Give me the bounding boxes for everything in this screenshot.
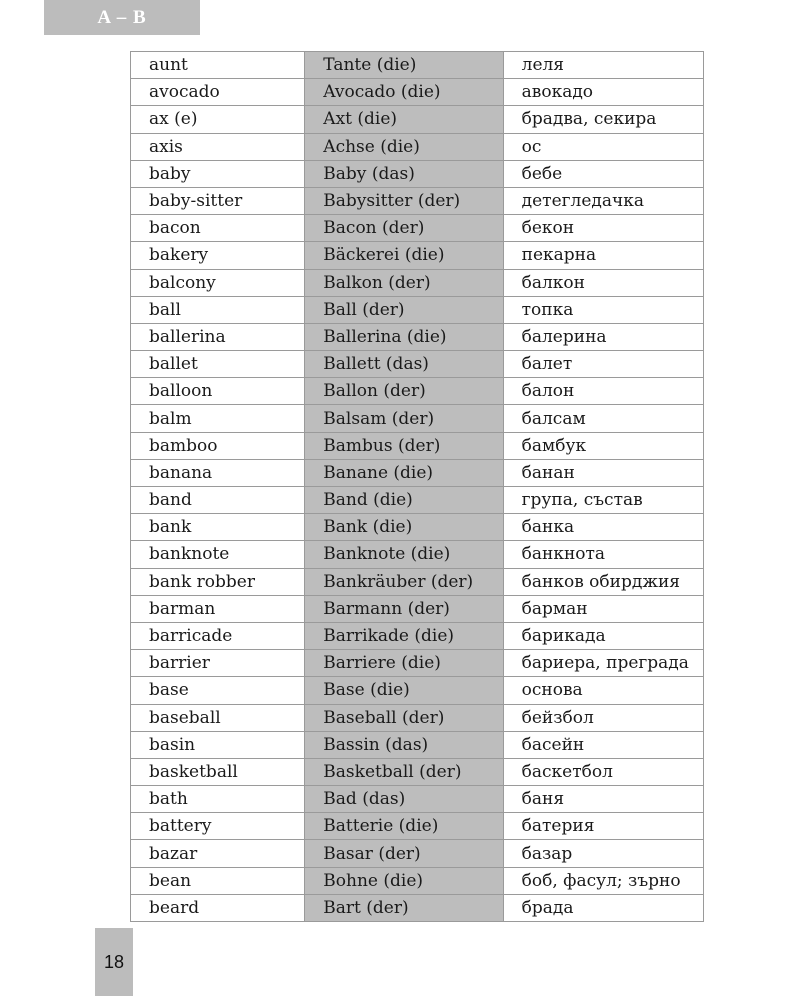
english-word: avocado <box>131 79 305 106</box>
bulgarian-word: базар <box>503 840 703 867</box>
vocabulary-row <box>131 786 704 813</box>
vocabulary-table <box>130 51 704 922</box>
bulgarian-word: балет <box>503 351 703 378</box>
vocabulary-row <box>131 432 704 459</box>
vocabulary-row <box>131 514 704 541</box>
german-word: Batterie (die) <box>305 813 503 840</box>
german-word: Basar (der) <box>305 840 503 867</box>
bulgarian-word: авокадо <box>503 79 703 106</box>
german-word: Bank (die) <box>305 514 503 541</box>
german-word: Bäckerei (die) <box>305 242 503 269</box>
bulgarian-word: барикада <box>503 622 703 649</box>
german-word: Basketball (der) <box>305 758 503 785</box>
bulgarian-word: балкон <box>503 269 703 296</box>
german-word: Babysitter (der) <box>305 187 503 214</box>
bulgarian-word: бамбук <box>503 432 703 459</box>
vocabulary-row <box>131 731 704 758</box>
english-word: ax (e) <box>131 106 305 133</box>
vocabulary-row <box>131 622 704 649</box>
bulgarian-word: група, състав <box>503 487 703 514</box>
bulgarian-word: банан <box>503 459 703 486</box>
bulgarian-word: басейн <box>503 731 703 758</box>
vocabulary-row <box>131 242 704 269</box>
english-word: bank robber <box>131 568 305 595</box>
english-word: bath <box>131 786 305 813</box>
bulgarian-word: бекон <box>503 215 703 242</box>
english-word: bamboo <box>131 432 305 459</box>
english-word: basin <box>131 731 305 758</box>
german-word: Achse (die) <box>305 133 503 160</box>
german-word: Banknote (die) <box>305 541 503 568</box>
page-number: 18 <box>103 951 125 972</box>
german-word: Base (die) <box>305 677 503 704</box>
bulgarian-word: бариера, преграда <box>503 650 703 677</box>
german-word: Barmann (der) <box>305 595 503 622</box>
german-word: Bacon (der) <box>305 215 503 242</box>
german-word: Balsam (der) <box>305 405 503 432</box>
vocabulary-row <box>131 541 704 568</box>
bulgarian-word: батерия <box>503 813 703 840</box>
german-word: Balkon (der) <box>305 269 503 296</box>
bulgarian-word: барман <box>503 595 703 622</box>
german-word: Ballett (das) <box>305 351 503 378</box>
english-word: bacon <box>131 215 305 242</box>
german-word: Tante (die) <box>305 52 503 79</box>
bulgarian-word: брада <box>503 894 703 921</box>
english-word: band <box>131 487 305 514</box>
bulgarian-word: детегледачка <box>503 187 703 214</box>
bulgarian-word: балсам <box>503 405 703 432</box>
vocabulary-row <box>131 52 704 79</box>
german-word: Bankräuber (der) <box>305 568 503 595</box>
vocabulary-row <box>131 459 704 486</box>
english-word: beard <box>131 894 305 921</box>
english-word: axis <box>131 133 305 160</box>
bulgarian-word: ос <box>503 133 703 160</box>
german-word: Banane (die) <box>305 459 503 486</box>
german-word: Bambus (der) <box>305 432 503 459</box>
page-number-tab <box>95 928 133 996</box>
bulgarian-word: баскетбол <box>503 758 703 785</box>
vocabulary-row <box>131 595 704 622</box>
german-word: Ball (der) <box>305 296 503 323</box>
german-word: Bart (der) <box>305 894 503 921</box>
english-word: basketball <box>131 758 305 785</box>
vocabulary-row <box>131 160 704 187</box>
bulgarian-word: боб, фасул; зърно <box>503 867 703 894</box>
german-word: Bassin (das) <box>305 731 503 758</box>
vocabulary-row <box>131 133 704 160</box>
bulgarian-word: брадва, секира <box>503 106 703 133</box>
english-word: balcony <box>131 269 305 296</box>
bulgarian-word: леля <box>503 52 703 79</box>
bulgarian-word: пекарна <box>503 242 703 269</box>
bulgarian-word: основа <box>503 677 703 704</box>
vocabulary-row <box>131 269 704 296</box>
section-tab <box>44 0 200 35</box>
english-word: balm <box>131 405 305 432</box>
english-word: bean <box>131 867 305 894</box>
vocabulary-row <box>131 106 704 133</box>
vocabulary-row <box>131 867 704 894</box>
english-word: bakery <box>131 242 305 269</box>
bulgarian-word: банка <box>503 514 703 541</box>
english-word: ballerina <box>131 323 305 350</box>
english-word: base <box>131 677 305 704</box>
vocabulary-row <box>131 79 704 106</box>
english-word: baby-sitter <box>131 187 305 214</box>
bulgarian-word: банков обирджия <box>503 568 703 595</box>
german-word: Barrikade (die) <box>305 622 503 649</box>
bulgarian-word: баня <box>503 786 703 813</box>
english-word: barrier <box>131 650 305 677</box>
bulgarian-word: балон <box>503 378 703 405</box>
german-word: Avocado (die) <box>305 79 503 106</box>
vocabulary-row <box>131 323 704 350</box>
german-word: Ballon (der) <box>305 378 503 405</box>
section-label: A – B <box>97 6 147 28</box>
german-word: Barriere (die) <box>305 650 503 677</box>
english-word: aunt <box>131 52 305 79</box>
vocabulary-row <box>131 894 704 921</box>
vocabulary-row <box>131 677 704 704</box>
german-word: Baby (das) <box>305 160 503 187</box>
vocabulary-row <box>131 813 704 840</box>
vocabulary-row <box>131 296 704 323</box>
bulgarian-word: топка <box>503 296 703 323</box>
german-word: Baseball (der) <box>305 704 503 731</box>
bulgarian-word: бебе <box>503 160 703 187</box>
english-word: baby <box>131 160 305 187</box>
bulgarian-word: балерина <box>503 323 703 350</box>
vocabulary-row <box>131 650 704 677</box>
english-word: bazar <box>131 840 305 867</box>
german-word: Bad (das) <box>305 786 503 813</box>
english-word: banana <box>131 459 305 486</box>
vocabulary-row <box>131 187 704 214</box>
english-word: barricade <box>131 622 305 649</box>
english-word: baseball <box>131 704 305 731</box>
vocabulary-row <box>131 487 704 514</box>
english-word: bank <box>131 514 305 541</box>
bulgarian-word: бейзбол <box>503 704 703 731</box>
german-word: Axt (die) <box>305 106 503 133</box>
vocabulary-row <box>131 378 704 405</box>
german-word: Bohne (die) <box>305 867 503 894</box>
bulgarian-word: банкнота <box>503 541 703 568</box>
english-word: banknote <box>131 541 305 568</box>
vocabulary-table-body <box>131 52 704 922</box>
vocabulary-row <box>131 568 704 595</box>
vocabulary-row <box>131 351 704 378</box>
vocabulary-row <box>131 215 704 242</box>
english-word: barman <box>131 595 305 622</box>
english-word: ball <box>131 296 305 323</box>
vocabulary-row <box>131 405 704 432</box>
vocabulary-row <box>131 758 704 785</box>
english-word: battery <box>131 813 305 840</box>
english-word: balloon <box>131 378 305 405</box>
vocabulary-row <box>131 840 704 867</box>
english-word: ballet <box>131 351 305 378</box>
german-word: Band (die) <box>305 487 503 514</box>
german-word: Ballerina (die) <box>305 323 503 350</box>
vocabulary-row <box>131 704 704 731</box>
